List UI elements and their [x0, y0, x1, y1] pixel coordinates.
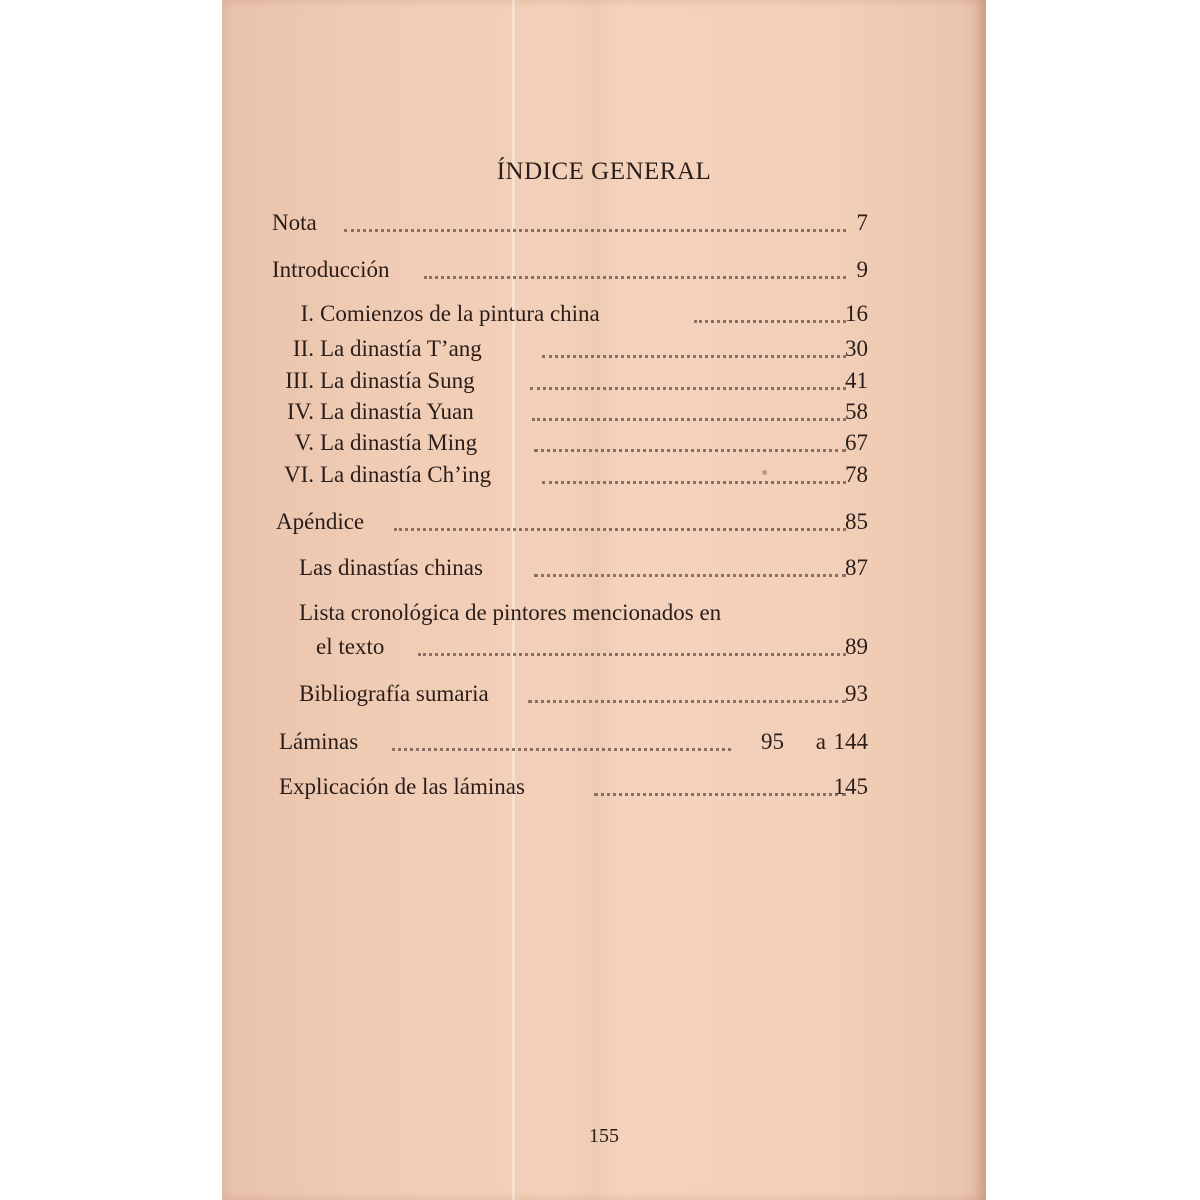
toc-entry-label	[266, 428, 477, 458]
toc-entry-label	[266, 460, 491, 490]
chapter-title: Comienzos de la pintura china	[320, 301, 600, 326]
toc-entry-page: 89	[845, 634, 868, 659]
chapter-title: La dinastía T’ang	[320, 336, 482, 361]
dot-leader	[418, 653, 846, 656]
chapter-number: VI.	[283, 462, 314, 487]
toc-entry-page: 144	[833, 729, 868, 754]
dot-leader	[534, 574, 846, 577]
toc-entry-page: 78	[845, 462, 868, 487]
chapter-title: La dinastía Ming	[320, 430, 478, 455]
toc-entry-label	[266, 299, 600, 329]
chapter-number: V.	[294, 430, 314, 455]
toc-entry-page: 7	[856, 210, 868, 235]
toc-entry-page: 87	[845, 555, 868, 580]
toc-entry-page: 16	[845, 301, 868, 326]
toc-entry-label: Introducción	[272, 257, 390, 282]
dot-leader	[694, 320, 846, 323]
toc-entry-page-separator: a	[815, 729, 826, 754]
toc-entry-page: 41	[845, 368, 868, 393]
dot-leader	[424, 276, 846, 279]
chapter-number: III.	[285, 368, 314, 393]
dot-leader	[542, 481, 846, 484]
toc-entry-page: 67	[845, 430, 868, 455]
chapter-number: I.	[300, 301, 314, 326]
toc-entry-label	[266, 334, 482, 364]
dot-leader	[542, 355, 846, 358]
chapter-title: La dinastía Sung	[320, 368, 475, 393]
toc-entry-label: Apéndice	[276, 509, 365, 534]
page-title: ÍNDICE GENERAL	[496, 158, 712, 185]
toc-entry-page: 93	[845, 681, 868, 706]
dot-leader	[530, 387, 846, 390]
dot-leader	[394, 528, 846, 531]
toc-entry-apendice	[222, 507, 986, 537]
dot-leader	[528, 700, 846, 703]
toc-entry-chapter-5	[222, 428, 986, 458]
toc-entry-chapter-6	[222, 460, 986, 490]
book-page	[222, 0, 986, 1200]
dot-leader	[344, 229, 846, 232]
toc-entry-lista-cronologica	[222, 598, 986, 628]
page-number: 155	[589, 1125, 619, 1147]
toc-entry-page-from: 95	[761, 729, 784, 754]
toc-entry-label	[266, 366, 475, 396]
toc-entry-chapter-3	[222, 366, 986, 396]
toc-entry-nota	[222, 208, 986, 238]
toc-entry-label: Las dinastías chinas	[299, 555, 483, 580]
toc-entry-dinastias-chinas	[222, 553, 986, 583]
chapter-title: La dinastía Yuan	[320, 399, 474, 424]
chapter-title: La dinastía Ch’ing	[320, 462, 492, 487]
toc-entry-label: Explicación de las láminas	[279, 774, 525, 799]
dot-leader	[532, 418, 846, 421]
toc-entry-page: 145	[833, 774, 868, 799]
toc-entry-lista-cronologica-cont	[222, 632, 986, 662]
chapter-number: II.	[292, 336, 314, 361]
toc-entry-chapter-1	[222, 299, 986, 329]
toc-entry-label: Láminas	[279, 729, 359, 754]
toc-entry-laminas	[222, 727, 986, 757]
toc-entry-page: 9	[856, 257, 868, 282]
toc-entry-label-continuation: el texto	[316, 634, 385, 659]
toc-entry-label	[266, 397, 474, 427]
toc-entry-page: 30	[845, 336, 868, 361]
toc-entry-label: Bibliografía sumaria	[299, 681, 489, 706]
dot-leader	[534, 449, 846, 452]
toc-entry-label: Lista cronológica de pintores mencionados en	[299, 600, 722, 625]
toc-entry-chapter-2	[222, 334, 986, 364]
toc-entry-page: 58	[845, 399, 868, 424]
toc-entry-chapter-4	[222, 397, 986, 427]
toc-entry-label: Nota	[272, 210, 317, 235]
toc-entry-page: 85	[845, 509, 868, 534]
toc-entry-introduccion	[222, 255, 986, 285]
dot-leader	[392, 748, 731, 751]
toc-entry-bibliografia	[222, 679, 986, 709]
dot-leader	[594, 793, 846, 796]
chapter-number: IV.	[286, 399, 314, 424]
toc-entry-explicacion	[222, 772, 986, 802]
